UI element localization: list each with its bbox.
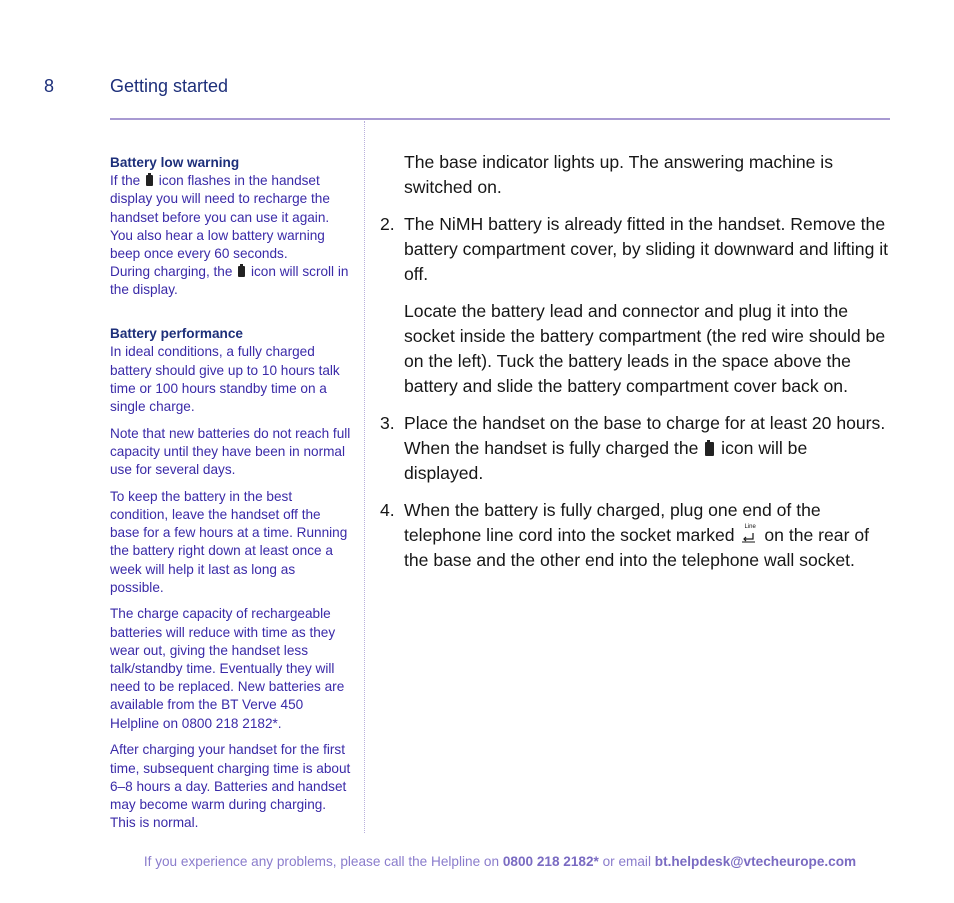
sidebar — [110, 154, 352, 841]
low-battery-warning-heading: Battery low warning — [110, 155, 240, 170]
step-number: 3. — [380, 413, 395, 433]
header-rule — [110, 118, 890, 120]
step-text: Place the handset on the base to charge for at least 20 hours. When the handset is fully charged the icon will be displayed. — [404, 413, 886, 483]
section-title: Getting started — [110, 76, 229, 96]
battery-icon — [146, 175, 153, 186]
page-number: 8 — [44, 76, 55, 96]
battery-icon — [238, 266, 245, 277]
battery-icon — [705, 442, 714, 456]
low-battery-warning-section — [110, 154, 352, 300]
charging-scroll-text: During charging, the icon will scroll in the display. — [110, 264, 349, 298]
line-socket-icon — [741, 524, 757, 545]
line-socket-label: Line — [744, 524, 756, 530]
battery-performance-p5: After charging your handset for the first time, subsequent charging time is about 6–8 hours a day. Batteries and handset may become warm during charging. This is normal. — [110, 742, 351, 831]
step-number: 4. — [380, 500, 395, 520]
helpdesk-email: bt.helpdesk@vtecheurope.com — [654, 854, 857, 869]
battery-performance-p4: The charge capacity of rechargeable batteries will reduce with time as they wear out, giving the handset less talk/standby time. Eventually they will need to be replaced. New batteries are available from the BT Verve 450 Helpline on 0800 218 2182*. — [110, 606, 345, 731]
step-text: The NiMH battery is already fitted in the handset. Remove the battery compartment cover, by sliding it downward and lifting it off. — [404, 214, 889, 284]
battery-performance-p1: In ideal conditions, a fully charged battery should give up to 10 hours talk time or 100 hours standby time on a single charge. — [110, 344, 340, 414]
step-2 — [380, 212, 890, 287]
main-content — [380, 150, 890, 573]
helpline-phone: 0800 218 2182* — [502, 854, 599, 869]
battery-performance-p3: To keep the battery in the best condition, leave the handset off the base for a few hours at a time. Running the battery right down at least once a week will help it last as long as possible. — [110, 488, 348, 595]
step-3 — [380, 411, 890, 486]
step-2-extra: Locate the battery lead and connector and plug it into the socket inside the battery compartment (the red wire should be on the left). Tuck the battery leads in the space above the battery and slide the battery compartment cover back on. — [404, 301, 886, 396]
column-divider — [364, 121, 365, 833]
battery-performance-section — [110, 325, 352, 832]
step-text: When the battery is fully charged, plug one end of the telephone line cord into the socket marked Line on the rear of the base and the other end into the telephone wall socket. — [404, 500, 870, 570]
battery-performance-heading: Battery performance — [110, 326, 243, 342]
footer-helpline: If you experience any problems, please call the Helpline on 0800 218 2182* or email bt.helpdesk@vtecheurope.com — [143, 854, 857, 869]
step-number: 2. — [380, 214, 395, 234]
low-battery-warning-text: If the icon flashes in the handset display you will need to recharge the handset before you can use it again. You also hear a low battery warning beep once every 60 seconds. — [110, 173, 330, 262]
step-4 — [380, 498, 890, 573]
intro-text: The base indicator lights up. The answering machine is switched on. — [404, 152, 834, 197]
battery-performance-p2: Note that new batteries do not reach full capacity until they have been in normal use for several days. — [110, 425, 351, 478]
